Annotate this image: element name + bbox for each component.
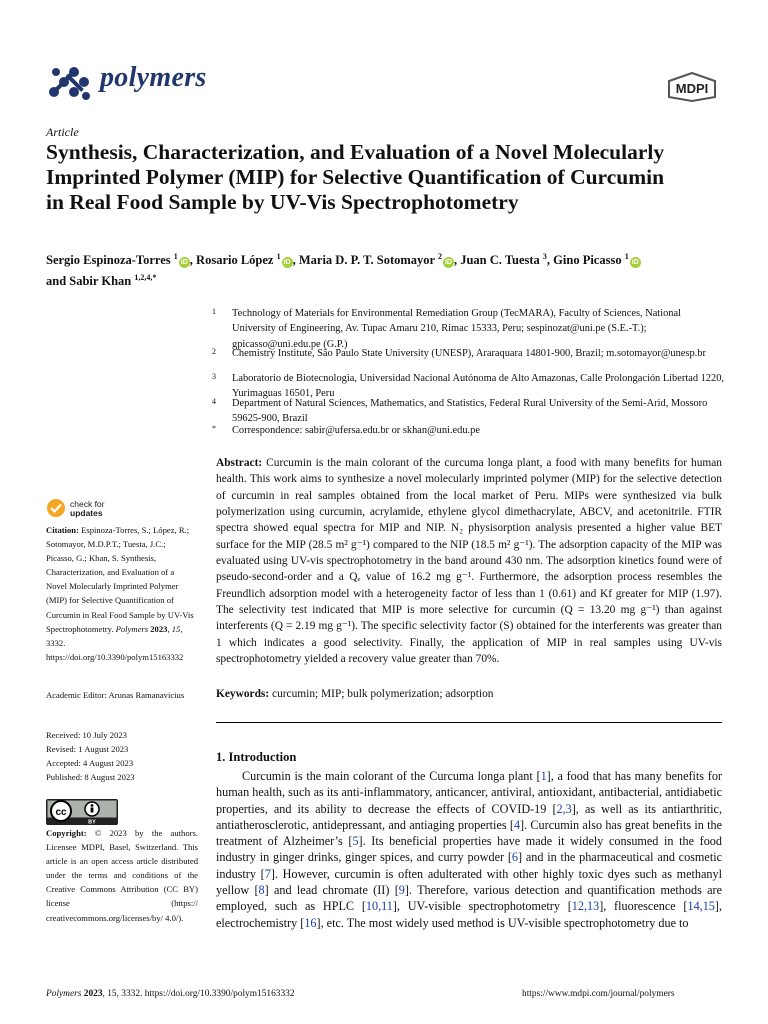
- check-updates-label-bold: updates: [70, 508, 103, 518]
- check-for-updates-icon[interactable]: [46, 497, 126, 519]
- citation-journal: Polymers: [115, 623, 149, 634]
- citation-volume: 15: [171, 623, 181, 634]
- article-title: Synthesis, Characterization, and Evaluation of a Novel Molecularly Imprinted Polymer (MIP) for Selective Quantification of Curcumin in Real Food Sample by UV-Vis Spectrophotometry: [46, 140, 665, 214]
- footer-doi[interactable]: , 15, 3332. https://doi.org/10.3390/polym15163332: [102, 989, 295, 999]
- author-name[interactable]: Gino Picasso: [553, 253, 622, 268]
- affiliation-number: 3: [212, 372, 216, 381]
- introduction-text: [216, 768, 722, 931]
- orcid-icon[interactable]: iD: [283, 259, 291, 267]
- reference-link[interactable]: 4: [513, 817, 521, 832]
- intro-text-segment: ], fluorescence [: [599, 899, 688, 914]
- keywords-text: curcumin; MIP; bulk polymerization; adsorption: [272, 688, 494, 700]
- intro-text-segment: ]. Its beneficial properties have made it widely consumed in the food industry in ginger drinks, ginger spices, and curry powder [: [216, 834, 722, 865]
- author-affiliation-ref: 1: [276, 252, 281, 261]
- reference-link[interactable]: 8: [258, 883, 265, 898]
- affiliation-text: Technology of Materials for Environmental Remediation Group (TecMARA), Faculty of Sciences, National University of Engineering, Av. Tupac Amaru 210, Rimac 15333, Peru; sespinozat@uni.pe (S.E.-T.); gpicasso@uni.edu.pe (G.P.): [232, 308, 681, 350]
- author-name[interactable]: Sabir Khan: [69, 274, 132, 289]
- polymers-logo-icon: [46, 62, 92, 102]
- orcid-icon[interactable]: iD: [631, 259, 639, 267]
- reference-link[interactable]: 14,15: [687, 899, 715, 914]
- reference-link[interactable]: 1: [540, 769, 547, 783]
- accepted-date: Accepted: 4 August 2023: [46, 758, 134, 769]
- dates: [46, 728, 198, 784]
- svg-text:cc: cc: [55, 807, 67, 818]
- copyright-text: © 2023 by the authors. Licensee MDPI, Basel, Switzerland. This article is an open access article distributed under the terms and conditions of the Creative Commons Attribution (CC BY) license (https:// creativecommons.org/licenses/by/ 4.0/).: [46, 828, 198, 923]
- reference-link[interactable]: 2,3: [556, 801, 572, 816]
- editor-name: Arunas Ramanavicius: [108, 690, 185, 700]
- citation-text: Espinoza-Torres, S.; López, R.; Sotomayor, M.D.P.T.; Tuesta, J.C.; Picasso, G.; Khan, S. Synthesis, Characterization, and Evaluation of a Novel Molecularly Imprinted Polymer (MIP) for Selective Quantification of Curcumin in Real Food Sample by UV-Vis Spectrophotometry.: [46, 525, 194, 634]
- affiliation-text: Chemistry Institute, São Paulo State University (UNESP), Araraquara 14801-900, Brazil; m.sotomayor@unesp.br: [232, 348, 706, 359]
- intro-text-segment: ] and in the pharmaceutical and cosmetic industry [: [216, 850, 722, 881]
- reference-link[interactable]: 10,11: [365, 899, 393, 914]
- footer-url[interactable]: https://www.mdpi.com/journal/polymers: [522, 989, 675, 999]
- keywords: [216, 688, 722, 700]
- authors-and: and: [46, 274, 70, 289]
- citation-year: 2023: [150, 623, 168, 634]
- abstract: [216, 455, 722, 667]
- reference-link[interactable]: 9: [398, 883, 405, 898]
- divider: [216, 722, 722, 723]
- author-affiliation-ref: 3: [542, 252, 547, 261]
- copyright-label: Copyright:: [46, 828, 87, 838]
- cc-by-label: BY: [88, 819, 96, 825]
- affiliation-item: [212, 423, 724, 438]
- article-type: Article: [46, 125, 79, 139]
- affiliation-number: 1: [212, 307, 216, 316]
- orcid-icon[interactable]: iD: [444, 259, 452, 267]
- author-name[interactable]: Maria D. P. T. Sotomayor: [298, 253, 435, 268]
- editor-label: Academic Editor:: [46, 690, 107, 700]
- citation-label: Citation:: [46, 525, 79, 535]
- author-name[interactable]: Rosario López: [196, 253, 274, 268]
- academic-editor: [46, 688, 198, 702]
- keywords-label: Keywords:: [216, 688, 270, 700]
- author-list: Sergio Espinoza-Torres $^1$iD , Rosario López $^1$iD , Maria D. P. T. Sotomayor $^2$iD , Juan C. Tuesta $^3$, Gino Picasso $^1$iD and Sabir Khan $^{1,2,4,*}$: [46, 252, 639, 289]
- intro-text-segment: ], UV-visible spectrophotometry [: [392, 899, 572, 914]
- author-affiliation-ref: 2: [437, 252, 442, 261]
- affiliation-text: Correspondence: sabir@ufersa.edu.br or skhan@uni.edu.pe: [232, 425, 480, 436]
- affiliation-text: Laboratorio de Biotecnologia, Universidad Nacional Autónoma de Alto Amazonas, Calle Prolongación Libertad 1220, Yurimaguas 16501, Peru: [232, 373, 724, 400]
- intro-text-segment: ], as well as its antiarthritic, antiatherosclerotic, antidepressant, and antiaging properties [: [216, 801, 722, 832]
- author-affiliation-ref: 1: [173, 252, 178, 261]
- received-date: Received: 10 July 2023: [46, 730, 127, 740]
- reference-link[interactable]: 5: [352, 834, 359, 849]
- intro-text-segment: ] and lead chromate (II) [: [264, 883, 399, 898]
- footer-citation: [46, 989, 295, 999]
- published-date: Published: 8 August 2023: [46, 772, 135, 783]
- cc-by-license-icon[interactable]: [46, 799, 118, 825]
- intro-text-segment: ]. Therefore, various detection and quantification methods are employed, such as HPLC [: [216, 883, 723, 914]
- reference-link[interactable]: 6: [511, 850, 518, 865]
- intro-text-segment: ], a food that has many benefits for human health, such as its anti-inflammatory, anticancer, antiviral, antioxidant, antibacterial, antidiabetic properties, and its ability to decrease the effects of COVID-19 [: [216, 769, 722, 816]
- affiliation-number: 4: [212, 397, 216, 406]
- intro-text-segment: ]. However, curcumin is often adulterated with other highly toxic dyes such as methanyl yellow [: [216, 866, 722, 898]
- affiliation-item: [212, 346, 724, 361]
- mdpi-logo-icon: [666, 72, 718, 102]
- author-affiliation-ref: 1,2,4,*: [134, 273, 157, 283]
- intro-text-segment: ], etc. The most widely used method is UV-visible spectrophotometry due to: [316, 915, 689, 930]
- citation: Citation: Espinoza-Torres, S.; López, R.; Sotomayor, M.D.P.T.; Tuesta, J.C.; Picasso, G.; Khan, S. Synthesis, Characterization, and Evaluation of a Novel Molecularly Imprinted Polymer (MIP) for Selective Quantification of Curcumin in Real Food Sample by UV-Vis Spectrophotometry. Polymers 2023, 15, 3332. https://doi.org/10.3390/polym15163332: [46, 525, 194, 662]
- intro-text-segment: ]. Curcumin also has great benefits in the treatment of Alzheimer’s [: [216, 817, 722, 849]
- abstract-text: Curcumin is the main colorant of the curcuma longa plant, a food with many benefits for human health. This work aims to synthesize a novel molecularly imprinted polymer (MIP) for the selective detection of curcumin in real samples obtained from the local market of Peru. MIPs were synthesized via bulk polymerization using curcumin, acrylamide, ethylene glycol dimethacrylate, ABCV, and acetonitrile. FTIR spectra showed equal spectra for MIP and NIP. N₂ physisorption analysis presented a higher value BET surface for the MIP (28.5 m² g⁻¹) compared to the NIP (18.5 m² g⁻¹). The adsorption capacity of the MIP was evaluated using UV-vis spectrophotometry in the band around 430 nm. The adsorption kinetics found were of pseudo-second-order and a Qₑ value of 16.2 mg g⁻¹. Furthermore, the adsorption process resembles the Freundlich adsorption model with a heterogeneity factor of less than 1 (0.61) and Kf greater for MIP (1.97). The selectivity test indicated that MIP is more selective for curcumin (Q = 13.20 mg g⁻¹) than against interferents (Q = 2.19 mg g⁻¹). The specific selectivity factor (S) obtained for the interferents was greater than 1 which indicates a good selectivity. Finally, the application of MIP in real samples using UV-vis spectrophotometry yielded a recovery value greater than 70%.: [216, 457, 722, 666]
- intro-text-segment: ], electrochemistry [: [216, 899, 722, 930]
- journal-name: polymers: [100, 62, 207, 93]
- author-name[interactable]: Juan C. Tuesta: [460, 253, 540, 268]
- reference-link[interactable]: 12,13: [571, 899, 600, 914]
- citation-doi[interactable]: , 3332. https://doi.org/10.3390/polym15163332: [46, 623, 184, 662]
- affiliation-text: Department of Natural Sciences, Mathematics, and Statistics, Federal Rural University of the Semi-Arid, Mossoro 59625-900, Brazil: [232, 398, 708, 425]
- reference-link[interactable]: 7: [264, 866, 271, 881]
- author-name[interactable]: Sergio Espinoza-Torres: [46, 253, 171, 268]
- intro-text-segment: Curcumin is the main colorant of the Curcuma longa plant [: [242, 769, 541, 783]
- check-updates-label: check for: [70, 499, 105, 509]
- affiliation-number: *: [212, 424, 216, 433]
- publisher-name: MDPI: [675, 81, 709, 96]
- copyright: [46, 826, 198, 925]
- section-heading: 1. Introduction: [216, 750, 297, 764]
- affiliation-number: 2: [212, 347, 216, 356]
- footer-journal: Polymers: [46, 989, 82, 999]
- reference-link[interactable]: 16: [304, 915, 317, 930]
- author-affiliation-ref: 1: [624, 252, 629, 261]
- orcid-icon[interactable]: iD: [180, 259, 188, 267]
- revised-date: Revised: 1 August 2023: [46, 744, 129, 755]
- abstract-label: Abstract:: [216, 457, 263, 469]
- footer-year: 2023: [83, 989, 103, 999]
